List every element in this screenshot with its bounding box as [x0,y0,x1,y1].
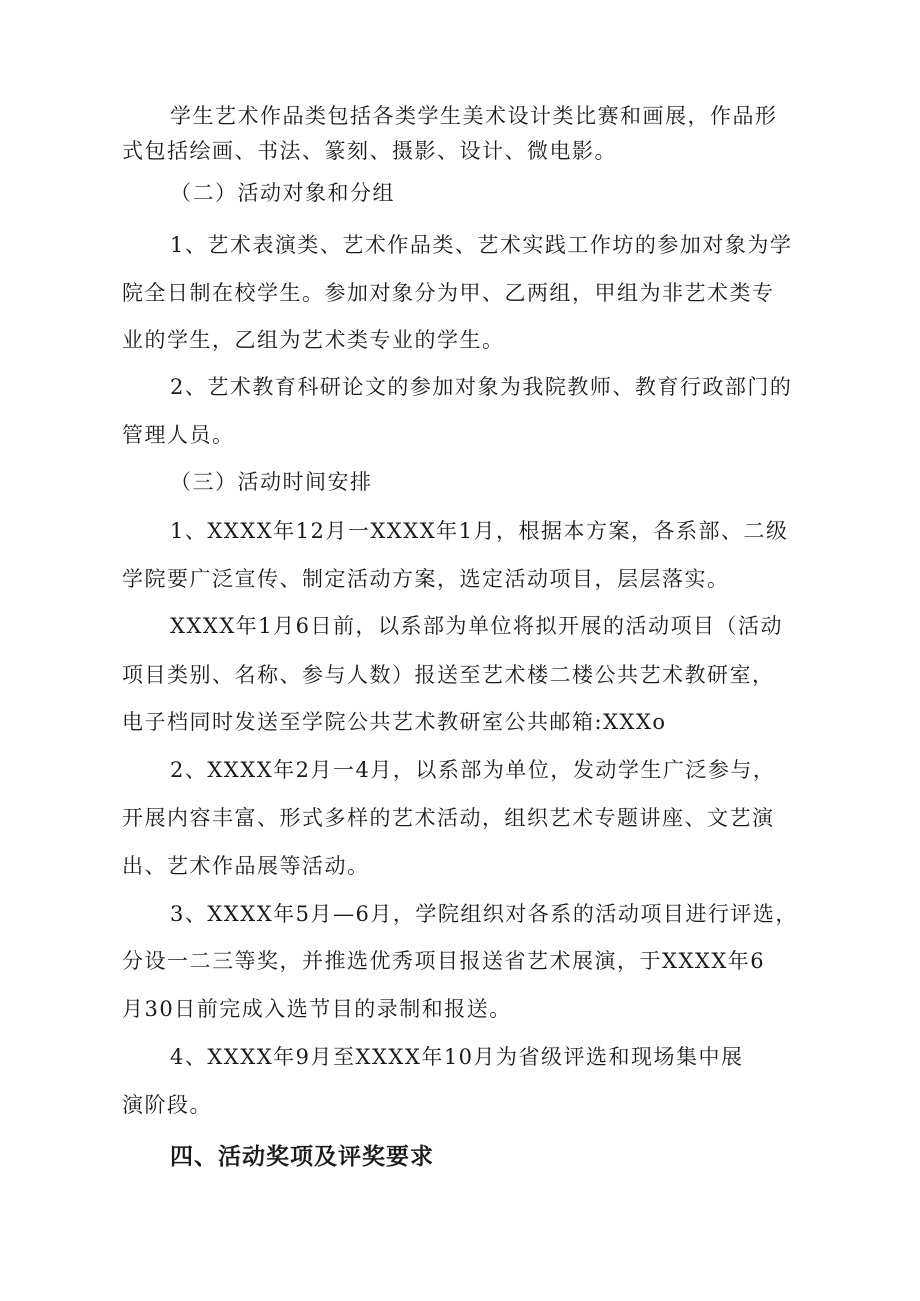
text-line: 4、XXXX年9月至XXXX年10月为省级评选和现场集中展 [170,1045,744,1069]
text-line: 分设一二三等奖，并推选优秀项目报送省艺术展演，于XXXX年6 [122,949,766,973]
text-line: 1、XXXX年12月一XXXX年1月，根据本方案，各系部、二级 [170,519,789,543]
text-line: XXXX年1月6日前，以系部为单位将拟开展的活动项目（活动 [170,614,784,638]
text-line: 出、艺术作品展等活动。 [122,854,370,878]
text-line: 管理人员。 [122,423,235,447]
subheading-participants: （二）活动对象和分组 [170,181,395,205]
text-line: 学院要广泛宣传、制定活动方案，选定活动项目，层层落实。 [122,567,730,591]
text-line: 业的学生，乙组为艺术类专业的学生。 [122,328,505,352]
text-line: 3、XXXX年5月—6月，学院组织对各系的活动项目进行评选， [170,902,798,926]
text-line: 月30日前完成入选节目的录制和报送。 [122,997,512,1021]
text-line: 电子档同时发送至学院公共艺术教研室公共邮箱:XXXo [122,710,667,734]
text-line: 开展内容丰富、形式多样的艺术活动，组织艺术专题讲座、文艺演 [122,806,775,830]
text-line: 2、XXXX年2月一4月，以系部为单位，发动学生广泛参与， [170,758,776,782]
text-line: 2、艺术教育科研论文的参加对象为我院教师、教育行政部门的 [170,375,793,399]
text-line: 1、艺术表演类、艺术作品类、艺术实践工作坊的参加对象为学 [170,233,793,257]
section-heading-awards: 四、活动奖项及评奖要求 [170,1144,434,1170]
text-line: 院全日制在校学生。参加对象分为甲、乙两组，甲组为非艺术类专 [122,281,775,305]
text-line: 演阶段。 [122,1093,212,1117]
text-line: 式包括绘画、书法、篆刻、摄影、设计、微电影。 [122,139,617,163]
text-line: 项目类别、名称、参与人数）报送至艺术楼二楼公共艺术教研室， [122,663,775,687]
subheading-schedule: （三）活动时间安排 [170,470,373,494]
text-line: 学生艺术作品类包括各类学生美术设计类比赛和画展，作品形 [170,104,778,128]
